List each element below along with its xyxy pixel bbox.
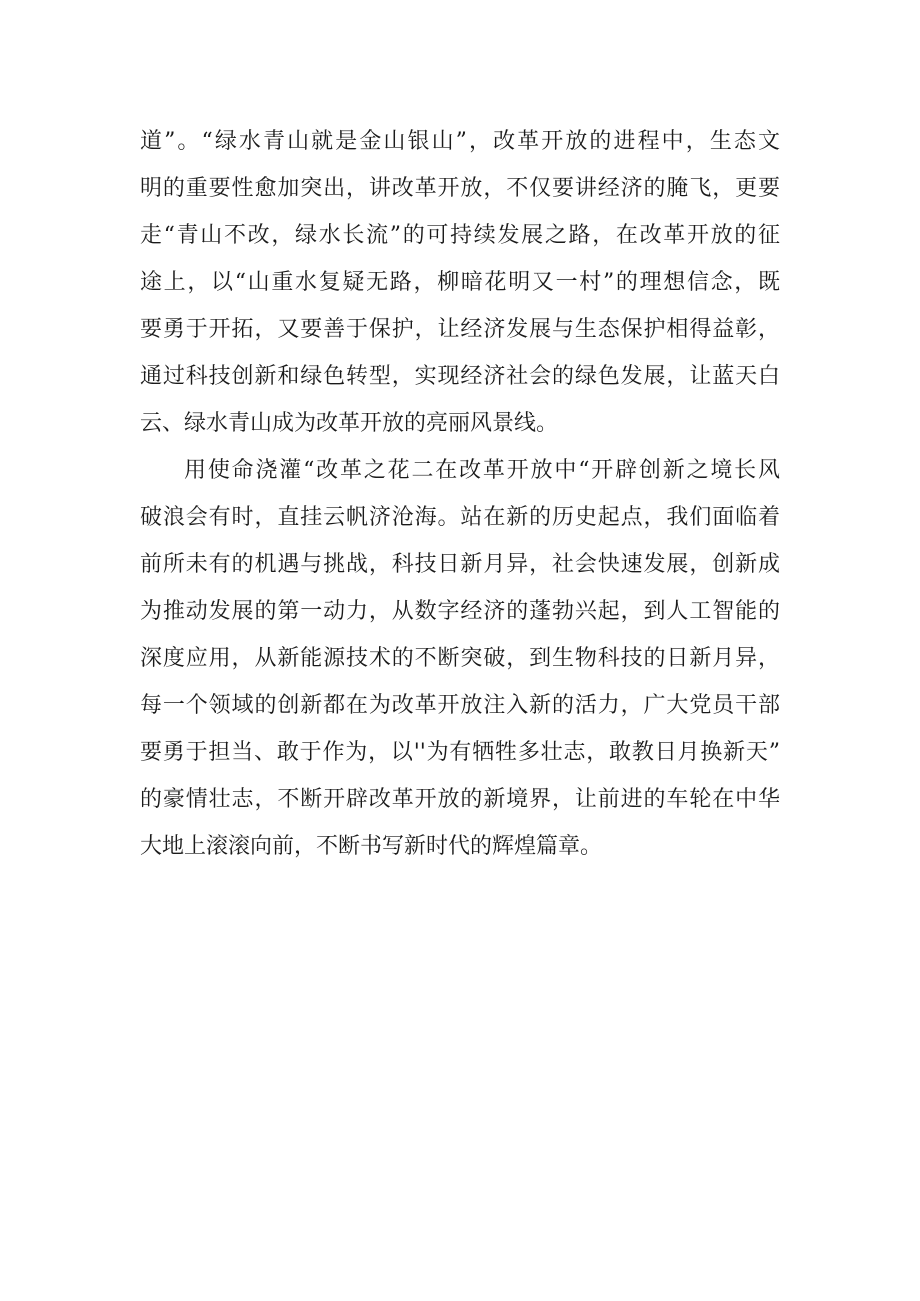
paragraph-line: 深度应用，从新能源技术的不断突破，到生物科技的日新月异， xyxy=(140,646,780,671)
paragraph-line: 为推动发展的第一动力，从数字经济的蓬勃兴起，到人工智能的 xyxy=(140,599,780,624)
paragraph-line: 破浪会有时，直挂云帆济沧海。站在新的历史起点，我们面临着 xyxy=(140,505,780,530)
paragraph-innovation xyxy=(140,447,780,870)
paragraph-line: 通过科技创新和绿色转型，实现经济社会的绿色发展，让蓝天白 xyxy=(140,364,780,389)
paragraph-line: 云、绿水青山成为改革开放的亮丽风景线。 xyxy=(140,411,559,436)
document-body xyxy=(140,118,780,870)
paragraph-line: 大地上滚滚向前，不断书写新时代的辉煌篇章。 xyxy=(140,834,603,859)
paragraph-line: 用使命浇灌“改革之花二在改革开放中“开辟创新之境长风 xyxy=(184,458,780,483)
paragraph-line: 每一个领域的创新都在为改革开放注入新的活力，广大党员干部 xyxy=(140,693,780,718)
paragraph-line: 途上，以“山重水复疑无路，柳暗花明又一村”的理想信念，既 xyxy=(140,270,780,295)
paragraph-line: 走“青山不改，绿水长流”的可持续发展之路，在改革开放的征 xyxy=(140,223,780,248)
paragraph-line: 要勇于开拓，又要善于保护，让经济发展与生态保护相得益彰， xyxy=(140,317,780,342)
paragraph-line: 要勇于担当、敢于作为，以''为有牺牲多壮志，敢教日月换新天” xyxy=(140,740,780,765)
paragraph-line: 明的重要性愈加突出，讲改革开放，不仅要讲经济的腌飞，更要 xyxy=(140,176,780,201)
paragraph-ecology xyxy=(140,118,780,447)
paragraph-line: 前所未有的机遇与挑战，科技日新月异，社会快速发展，创新成 xyxy=(140,552,780,577)
paragraph-line: 道”。“绿水青山就是金山银山”，改革开放的进程中，生态文 xyxy=(140,129,780,154)
paragraph-line: 的豪情壮志，不断开辟改革开放的新境界，让前进的车轮在中华 xyxy=(140,787,780,812)
